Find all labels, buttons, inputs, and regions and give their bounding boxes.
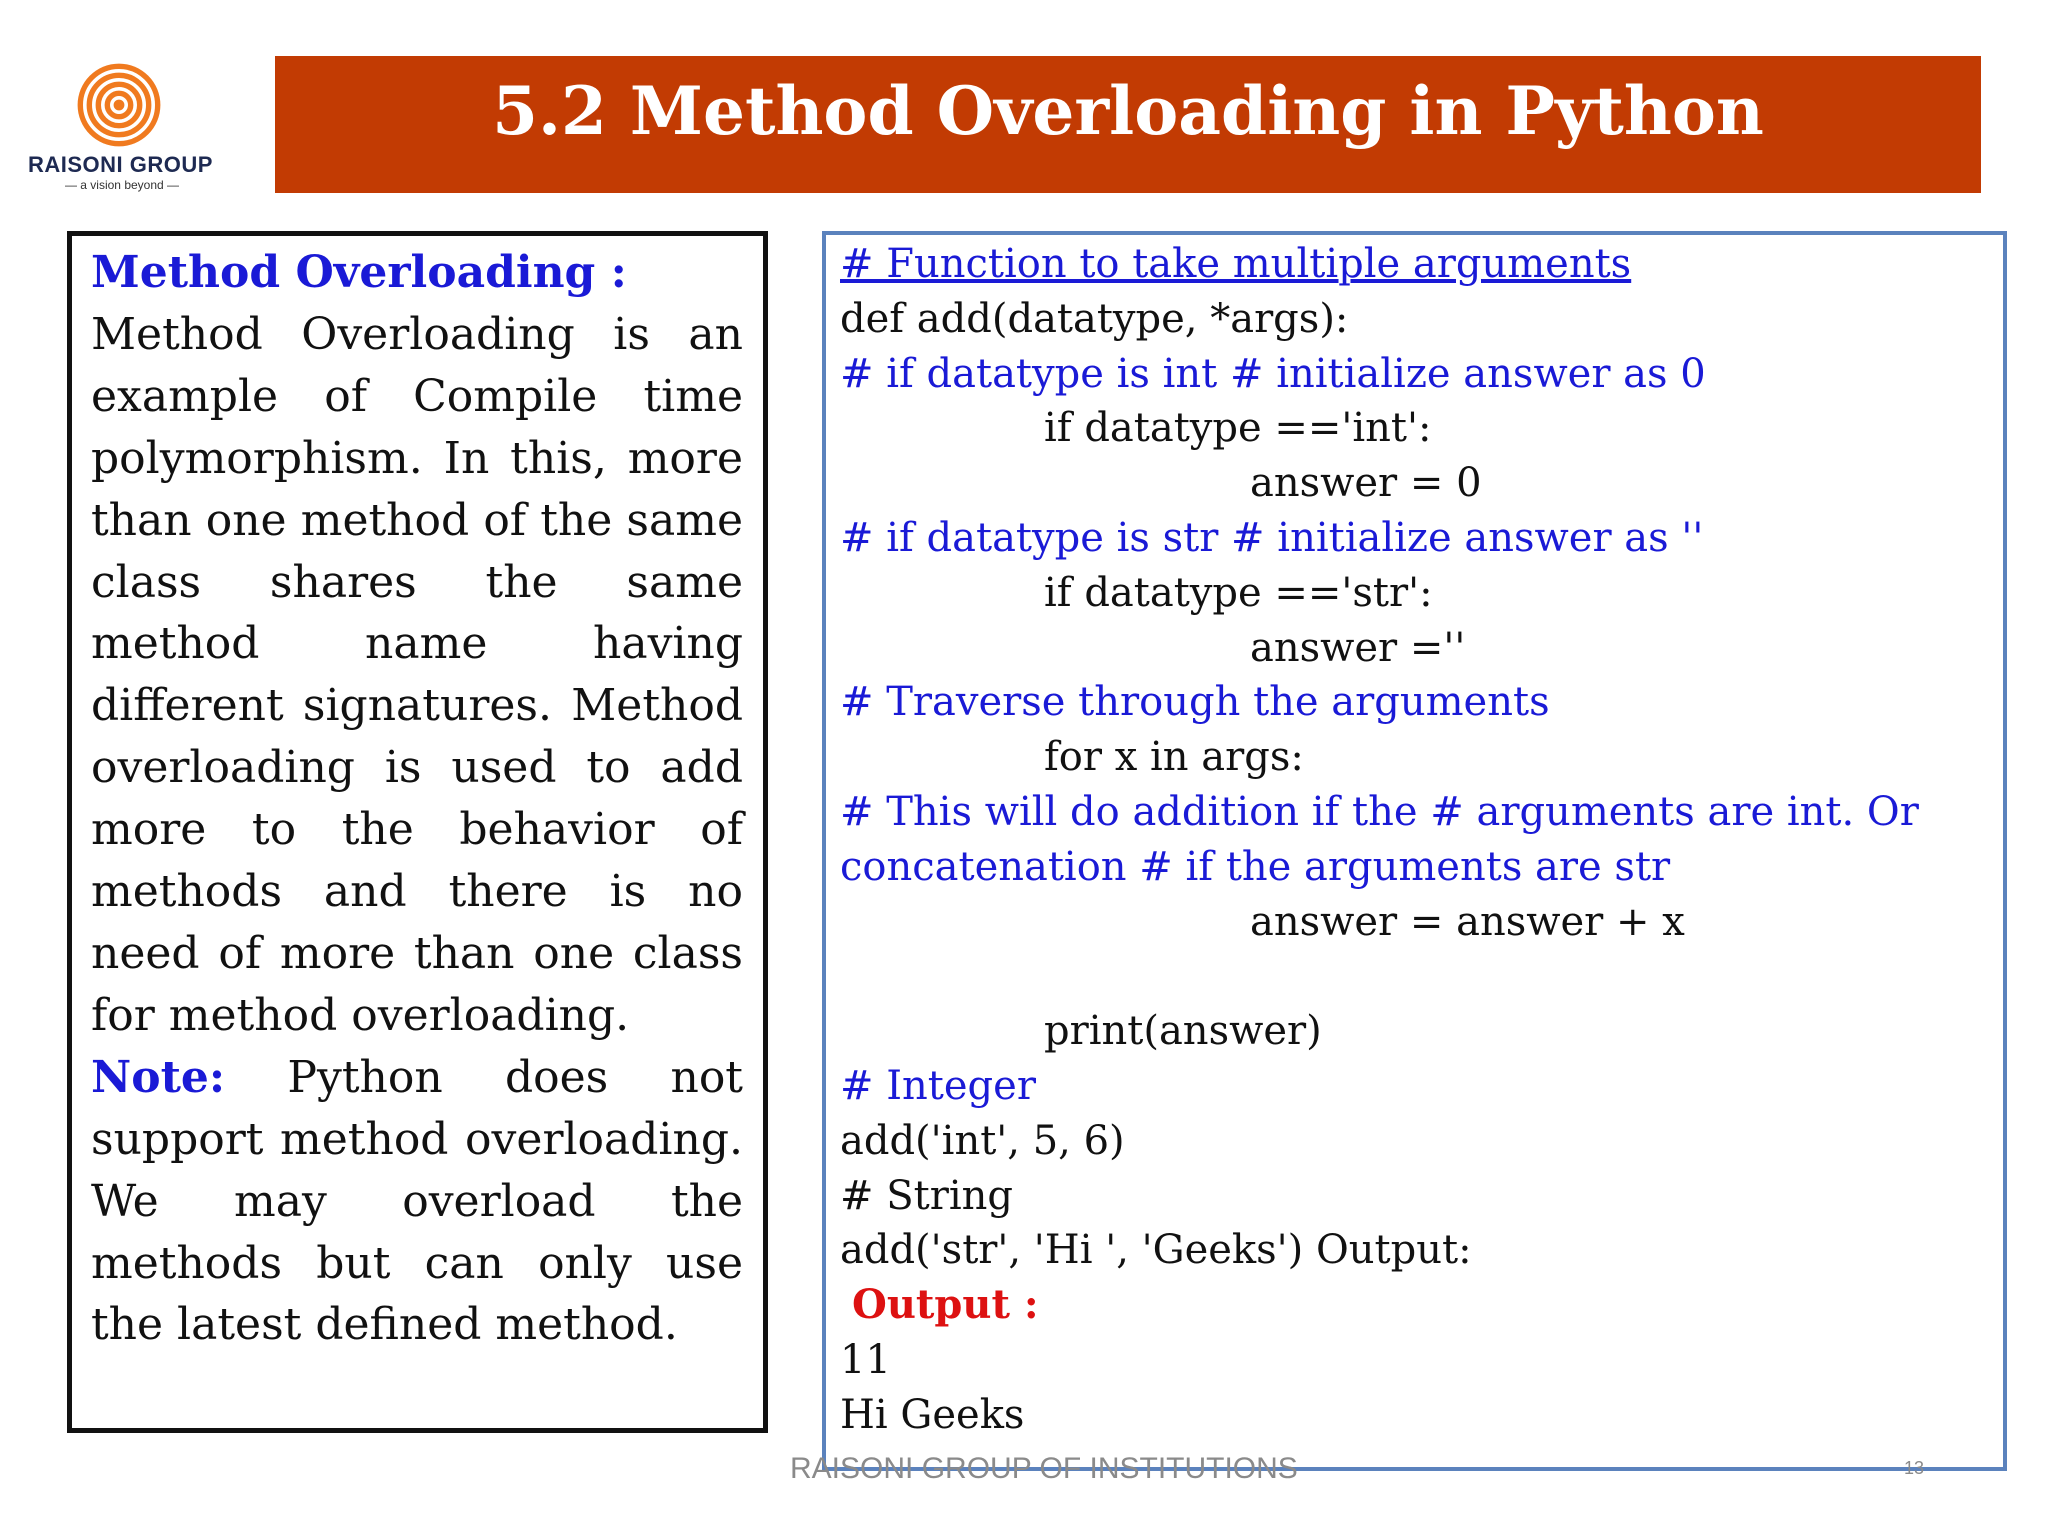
code-line: for x in args: [1044, 734, 1304, 781]
code-line-comment: # Integer [840, 1062, 1036, 1109]
code-line: # String [840, 1172, 1013, 1219]
definition-heading: Method Overloading : [91, 247, 627, 298]
code-box [822, 231, 2007, 1471]
note-label: Note: [91, 1051, 226, 1103]
output-line: 11 [840, 1336, 891, 1383]
code-line-comment: # This will do addition if the # arguments are int. Or [840, 788, 1919, 835]
slide-title: 5.2 Method Overloading in Python [492, 72, 1764, 150]
page-number: 13 [1904, 1458, 1925, 1478]
code-line: print(answer) [1044, 1008, 1322, 1055]
definition-paragraph [91, 242, 743, 1356]
code-line-comment: # Function to take multiple arguments [840, 241, 1632, 287]
logo-tagline-text: a vision beyond [80, 178, 164, 192]
logo-tagline: — a vision beyond — [64, 178, 180, 192]
note-body: Python does not support method overloading. We may overload the methods but can only use the latest defined method. [91, 1051, 743, 1351]
code-line: if datatype =='str': [1044, 569, 1433, 616]
code-line: if datatype =='int': [1044, 405, 1432, 452]
code-line-comment: concatenation # if the arguments are str [840, 843, 1671, 890]
code-blank-line [840, 949, 1989, 1004]
code-line: add('int', 5, 6) [840, 1117, 1125, 1164]
logo-name: RAISONI GROUP [28, 152, 213, 177]
definition-box [67, 231, 768, 1433]
code-line: def add(datatype, *args): [840, 295, 1349, 342]
code-line: answer = answer + x [1250, 898, 1685, 945]
footer-text: RAISONI GROUP OF INSTITUTIONS [790, 1452, 1298, 1485]
title-bar [275, 56, 1981, 193]
raisoni-logo [22, 60, 222, 200]
code-line: answer = 0 [1250, 460, 1482, 507]
code-line-comment: # if datatype is int # initialize answer as 0 [840, 350, 1706, 397]
definition-body: Method Overloading is an example of Compile time polymorphism. In this, more than one method of the same class shares the same method name having different signatures. Method overloading is used to add more to the behavior of methods and there is no need of more than one class for method overloading. [91, 308, 743, 1041]
spiral-logo-icon [74, 60, 164, 150]
output-line: Hi Geeks [840, 1391, 1025, 1438]
code-line-comment: # Traverse through the arguments [840, 679, 1550, 726]
output-label: Output : [852, 1281, 1039, 1329]
code-line: answer ='' [1250, 624, 1466, 671]
code-line-comment: # if datatype is str # initialize answer as '' [840, 514, 1704, 561]
code-line: add('str', 'Hi ', 'Geeks') Output: [840, 1227, 1472, 1274]
